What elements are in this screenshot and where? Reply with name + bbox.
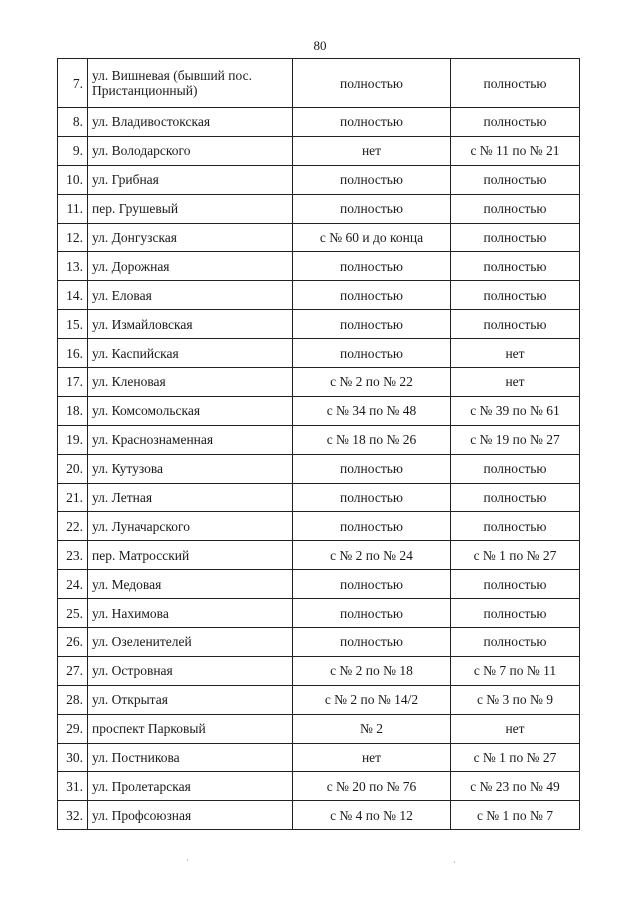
odd-side-range: полностью	[451, 223, 580, 252]
even-side-range: полностью	[293, 59, 451, 108]
table-row	[58, 599, 580, 628]
even-side-range: полностью	[293, 512, 451, 541]
table-row	[58, 252, 580, 281]
even-side-range: полностью	[293, 599, 451, 628]
street-name: ул. Медовая	[88, 570, 293, 599]
row-number: 30.	[58, 743, 88, 772]
row-number: 16.	[58, 339, 88, 368]
even-side-range: с № 2 по № 24	[293, 541, 451, 570]
even-side-range: полностью	[293, 281, 451, 310]
even-side-range: с № 34 по № 48	[293, 396, 451, 425]
odd-side-range: полностью	[451, 194, 580, 223]
street-name: проспект Парковый	[88, 714, 293, 743]
street-name: ул. Островная	[88, 656, 293, 685]
odd-side-range: нет	[451, 368, 580, 397]
odd-side-range: с № 1 по № 27	[451, 743, 580, 772]
street-name: ул. Постникова	[88, 743, 293, 772]
table-row	[58, 108, 580, 137]
table-row	[58, 281, 580, 310]
odd-side-range: с № 1 по № 7	[451, 801, 580, 830]
table-row	[58, 194, 580, 223]
odd-side-range: нет	[451, 714, 580, 743]
table-row	[58, 396, 580, 425]
street-name: ул. Еловая	[88, 281, 293, 310]
table-row	[58, 541, 580, 570]
street-name: ул. Летная	[88, 483, 293, 512]
table-row	[58, 339, 580, 368]
row-number: 11.	[58, 194, 88, 223]
street-name: ул. Дорожная	[88, 252, 293, 281]
even-side-range: с № 20 по № 76	[293, 772, 451, 801]
table-row	[58, 310, 580, 339]
odd-side-range: с № 1 по № 27	[451, 541, 580, 570]
odd-side-range: с № 7 по № 11	[451, 656, 580, 685]
row-number: 14.	[58, 281, 88, 310]
odd-side-range: полностью	[451, 108, 580, 137]
even-side-range: с № 2 по № 22	[293, 368, 451, 397]
row-number: 17.	[58, 368, 88, 397]
street-name: пер. Грушевый	[88, 194, 293, 223]
odd-side-range: полностью	[451, 310, 580, 339]
odd-side-range: полностью	[451, 483, 580, 512]
street-name: ул. Озеленителей	[88, 628, 293, 657]
table-row	[58, 570, 580, 599]
street-name: ул. Профсоюзная	[88, 801, 293, 830]
table-row	[58, 801, 580, 830]
odd-side-range: полностью	[451, 570, 580, 599]
table-row	[58, 223, 580, 252]
row-number: 9.	[58, 136, 88, 165]
table-row	[58, 628, 580, 657]
street-name: ул. Кленовая	[88, 368, 293, 397]
scan-speck: ·	[186, 856, 189, 865]
table-row	[58, 685, 580, 714]
row-number: 32.	[58, 801, 88, 830]
odd-side-range: с № 3 по № 9	[451, 685, 580, 714]
row-number: 23.	[58, 541, 88, 570]
row-number: 27.	[58, 656, 88, 685]
table-row	[58, 368, 580, 397]
row-number: 7.	[58, 59, 88, 108]
even-side-range: полностью	[293, 339, 451, 368]
odd-side-range: полностью	[451, 165, 580, 194]
page-number: 80	[313, 38, 327, 53]
street-name: ул. Владивостокская	[88, 108, 293, 137]
row-number: 22.	[58, 512, 88, 541]
even-side-range: полностью	[293, 108, 451, 137]
odd-side-range: с № 23 по № 49	[451, 772, 580, 801]
row-number: 15.	[58, 310, 88, 339]
row-number: 20.	[58, 454, 88, 483]
street-name: ул. Донгузская	[88, 223, 293, 252]
odd-side-range: полностью	[451, 252, 580, 281]
street-name: ул. Измайловская	[88, 310, 293, 339]
odd-side-range: полностью	[451, 281, 580, 310]
even-side-range: полностью	[293, 310, 451, 339]
even-side-range: с № 18 по № 26	[293, 425, 451, 454]
odd-side-range: с № 11 по № 21	[451, 136, 580, 165]
even-side-range: полностью	[293, 454, 451, 483]
row-number: 29.	[58, 714, 88, 743]
row-number: 28.	[58, 685, 88, 714]
table-row	[58, 454, 580, 483]
odd-side-range: с № 19 по № 27	[451, 425, 580, 454]
row-number: 19.	[58, 425, 88, 454]
odd-side-range: полностью	[451, 599, 580, 628]
streets-table-body	[58, 59, 580, 830]
odd-side-range: полностью	[451, 59, 580, 108]
odd-side-range: полностью	[451, 454, 580, 483]
even-side-range: полностью	[293, 252, 451, 281]
even-side-range: с № 2 по № 14/2	[293, 685, 451, 714]
even-side-range: полностью	[293, 165, 451, 194]
table-row	[58, 656, 580, 685]
street-name: ул. Володарского	[88, 136, 293, 165]
even-side-range: № 2	[293, 714, 451, 743]
even-side-range: полностью	[293, 628, 451, 657]
row-number: 31.	[58, 772, 88, 801]
street-name: ул. Вишневая (бывший пос. Пристанционный)	[88, 59, 293, 108]
streets-table	[57, 58, 580, 830]
table-row	[58, 512, 580, 541]
even-side-range: с № 60 и до конца	[293, 223, 451, 252]
street-name: ул. Кутузова	[88, 454, 293, 483]
odd-side-range: полностью	[451, 512, 580, 541]
table-row	[58, 165, 580, 194]
row-number: 12.	[58, 223, 88, 252]
row-number: 25.	[58, 599, 88, 628]
street-name: ул. Пролетарская	[88, 772, 293, 801]
row-number: 10.	[58, 165, 88, 194]
table-row	[58, 425, 580, 454]
table-row	[58, 714, 580, 743]
table-row	[58, 59, 580, 108]
odd-side-range: с № 39 по № 61	[451, 396, 580, 425]
even-side-range: нет	[293, 743, 451, 772]
row-number: 18.	[58, 396, 88, 425]
street-name: ул. Луначарского	[88, 512, 293, 541]
street-name: ул. Комсомольская	[88, 396, 293, 425]
odd-side-range: полностью	[451, 628, 580, 657]
row-number: 13.	[58, 252, 88, 281]
street-name: ул. Открытая	[88, 685, 293, 714]
row-number: 26.	[58, 628, 88, 657]
even-side-range: с № 2 по № 18	[293, 656, 451, 685]
scan-speck: ·	[453, 858, 456, 867]
even-side-range: полностью	[293, 483, 451, 512]
street-name: ул. Краснознаменная	[88, 425, 293, 454]
even-side-range: с № 4 по № 12	[293, 801, 451, 830]
street-name: ул. Грибная	[88, 165, 293, 194]
street-name: ул. Каспийская	[88, 339, 293, 368]
table-row	[58, 743, 580, 772]
row-number: 24.	[58, 570, 88, 599]
table-row	[58, 136, 580, 165]
row-number: 21.	[58, 483, 88, 512]
table-row	[58, 483, 580, 512]
street-name: пер. Матросский	[88, 541, 293, 570]
row-number: 8.	[58, 108, 88, 137]
even-side-range: полностью	[293, 194, 451, 223]
street-name: ул. Нахимова	[88, 599, 293, 628]
table-row	[58, 772, 580, 801]
even-side-range: нет	[293, 136, 451, 165]
even-side-range: полностью	[293, 570, 451, 599]
odd-side-range: нет	[451, 339, 580, 368]
